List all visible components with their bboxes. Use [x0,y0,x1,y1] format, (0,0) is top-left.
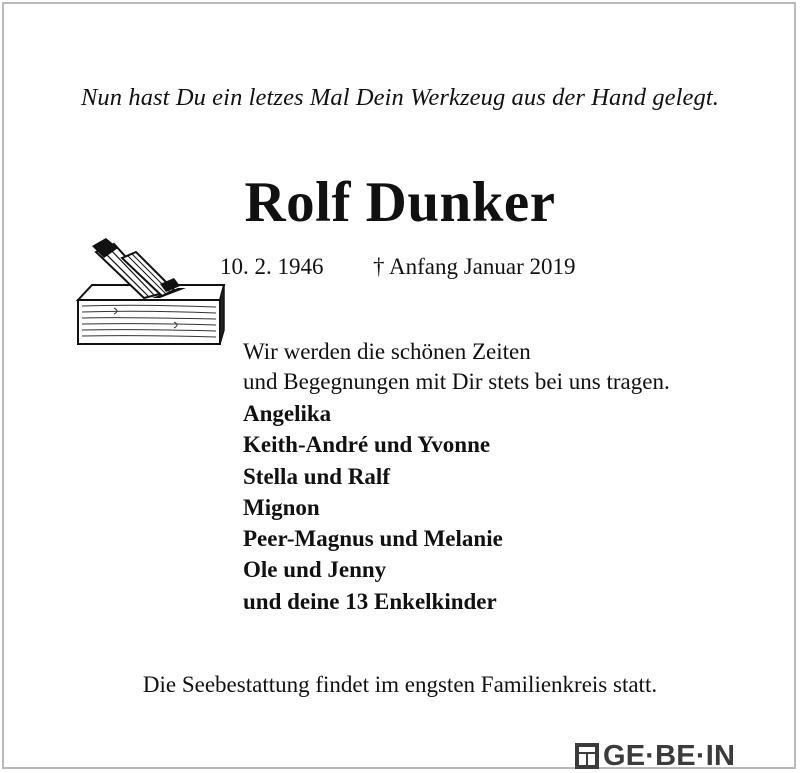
farewell-message-line: und Begegnungen mit Dir stets bei uns tragen. [243,369,670,394]
motto-line: Nun hast Du ein letzes Mal Dein Werkzeug aus der Hand gelegt. [80,84,720,111]
deceased-name: Rolf Dunker [244,171,556,234]
mourner-entry: Mignon [243,494,320,520]
burial-notice: Die Seebestattung findet im engsten Familienkreis statt. [142,672,658,697]
mourner-entry: Stella und Ralf [243,463,390,489]
mourner-entry: Ole und Jenny [243,557,387,583]
wood-plane-icon [74,238,226,352]
farewell-message-line: Wir werden die schönen Zeiten [243,339,531,364]
mourner-entry: Angelika [243,401,332,426]
birth-date: 10. 2. 1946 [220,254,324,279]
mourners-list [243,398,503,617]
mourner-entry: Keith-André und Yvonne [243,432,491,458]
farewell-message [243,337,670,397]
mourner-entry: und deine 13 Enkelkinder [243,588,497,614]
logo-text: GE·BE·IN [603,739,736,772]
mourner-entry: Peer-Magnus und Melanie [243,526,503,552]
publisher-logo [574,739,735,773]
gebein-logo-icon [574,742,600,770]
death-date: † Anfang Januar 2019 [373,254,576,279]
